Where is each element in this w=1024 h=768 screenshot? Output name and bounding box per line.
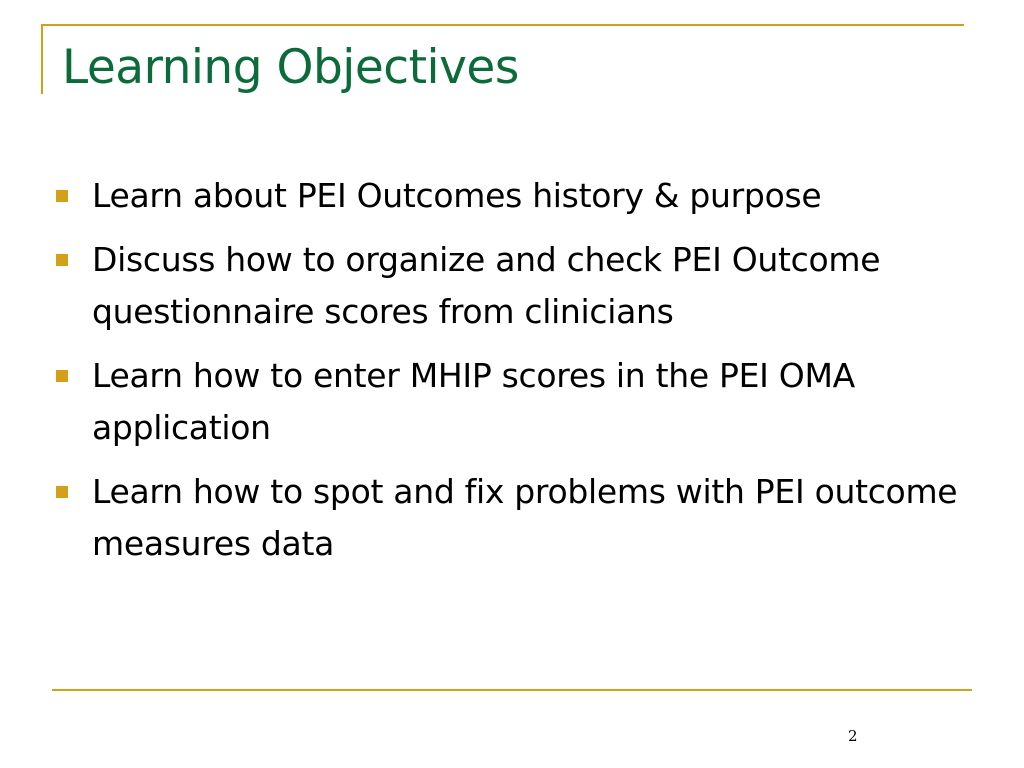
square-bullet-icon [56, 370, 68, 382]
square-bullet-icon [56, 486, 68, 498]
footer-rule [52, 689, 972, 691]
frame-left-rule [41, 24, 43, 94]
frame-top-rule [41, 24, 964, 26]
square-bullet-icon [56, 190, 68, 202]
bullet-text: Learn how to enter MHIP scores in the PEI OMA application [92, 356, 855, 447]
bullet-item [56, 350, 966, 454]
square-bullet-icon [56, 254, 68, 266]
bullet-text: Learn how to spot and fix problems with PEI outcome measures data [92, 472, 958, 563]
bullet-text: Discuss how to organize and check PEI Outcome questionnaire scores from clinicians [92, 240, 881, 331]
slide-title: Learning Objectives [62, 40, 519, 95]
bullet-text: Learn about PEI Outcomes history & purpose [92, 176, 822, 215]
bullet-item [56, 466, 966, 570]
bullet-item [56, 170, 966, 222]
page-number: 2 [848, 727, 858, 745]
bullet-list [56, 170, 966, 582]
bullet-item [56, 234, 966, 338]
